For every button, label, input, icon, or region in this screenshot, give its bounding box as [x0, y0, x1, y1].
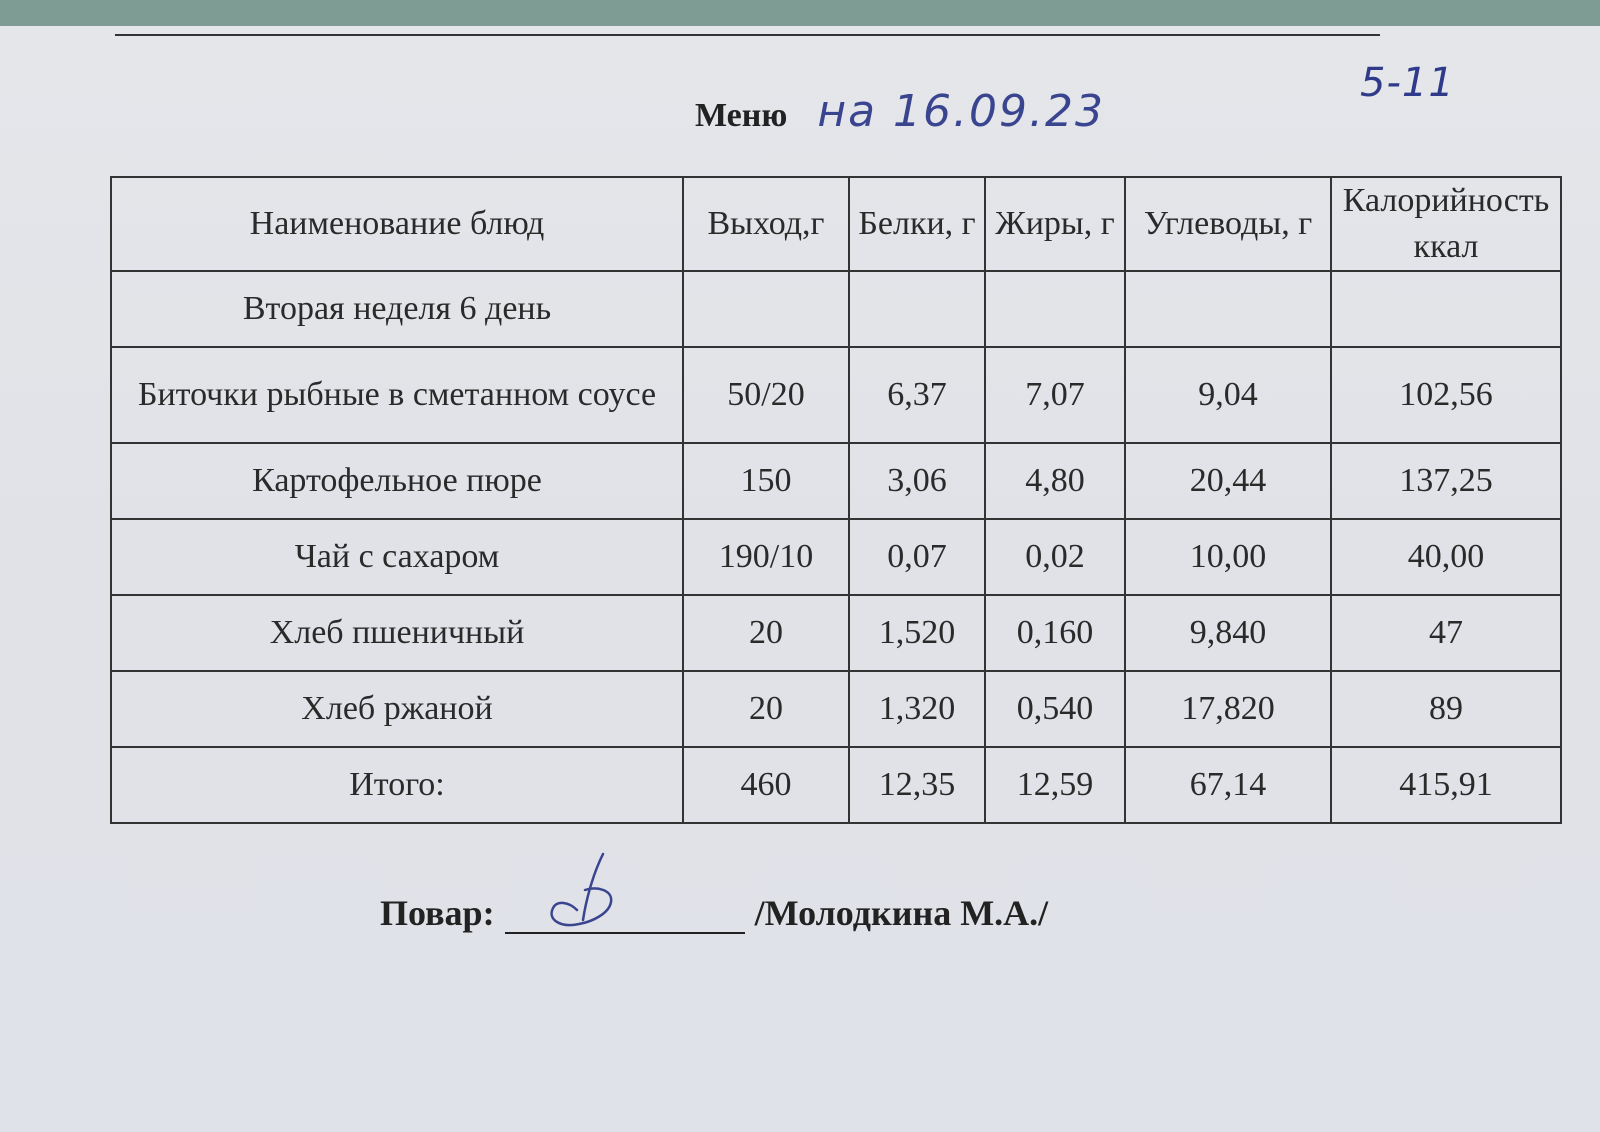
menu-table	[110, 176, 1562, 824]
dish-yield: 150	[683, 443, 849, 519]
empty-cell	[1125, 271, 1331, 347]
section-row	[111, 271, 1561, 347]
dish-protein: 3,06	[849, 443, 985, 519]
dish-yield: 20	[683, 671, 849, 747]
top-rule	[115, 34, 1380, 36]
dish-carbs: 9,04	[1125, 347, 1331, 443]
header-carbs: Углеводы, г	[1125, 177, 1331, 271]
total-carbs: 67,14	[1125, 747, 1331, 823]
total-fat: 12,59	[985, 747, 1125, 823]
dish-carbs: 9,840	[1125, 595, 1331, 671]
empty-cell	[985, 271, 1125, 347]
dish-name: Чай с сахаром	[111, 519, 683, 595]
handwritten-date: на 16.09.23	[817, 86, 1105, 137]
section-label: Вторая неделя 6 день	[111, 271, 683, 347]
dish-kcal: 137,25	[1331, 443, 1561, 519]
empty-cell	[849, 271, 985, 347]
total-protein: 12,35	[849, 747, 985, 823]
total-row	[111, 747, 1561, 823]
table-row	[111, 519, 1561, 595]
empty-cell	[683, 271, 849, 347]
dish-fat: 0,02	[985, 519, 1125, 595]
dish-protein: 6,37	[849, 347, 985, 443]
dish-yield: 50/20	[683, 347, 849, 443]
header-fat: Жиры, г	[985, 177, 1125, 271]
dish-fat: 7,07	[985, 347, 1125, 443]
dish-fat: 0,540	[985, 671, 1125, 747]
total-yield: 460	[683, 747, 849, 823]
total-kcal: 415,91	[1331, 747, 1561, 823]
total-label: Итого:	[111, 747, 683, 823]
dish-yield: 20	[683, 595, 849, 671]
header-row	[111, 177, 1561, 271]
title-row	[695, 86, 1105, 146]
dish-kcal: 40,00	[1331, 519, 1561, 595]
header-kcal: Калорийность ккал	[1331, 177, 1561, 271]
dish-fat: 0,160	[985, 595, 1125, 671]
dish-kcal: 102,56	[1331, 347, 1561, 443]
header-yield: Выход,г	[683, 177, 849, 271]
dish-name: Хлеб пшеничный	[111, 595, 683, 671]
dish-fat: 4,80	[985, 443, 1125, 519]
dish-name: Биточки рыбные в сметанном соусе	[111, 347, 683, 443]
menu-sheet	[0, 26, 1600, 1132]
page-number: 5-11	[1360, 60, 1455, 106]
table-row	[111, 347, 1561, 443]
signature-line	[505, 886, 745, 934]
table-row	[111, 595, 1561, 671]
dish-name: Хлеб ржаной	[111, 671, 683, 747]
empty-cell	[1331, 271, 1561, 347]
cook-name: /Молодкина М.А./	[754, 893, 1049, 933]
dish-name: Картофельное пюре	[111, 443, 683, 519]
dish-carbs: 20,44	[1125, 443, 1331, 519]
dish-yield: 190/10	[683, 519, 849, 595]
page-title: Меню	[695, 97, 788, 134]
dish-kcal: 89	[1331, 671, 1561, 747]
dish-protein: 1,520	[849, 595, 985, 671]
cook-signature-row	[380, 886, 1048, 934]
cook-label: Повар:	[380, 893, 495, 933]
dish-carbs: 17,820	[1125, 671, 1331, 747]
header-protein: Белки, г	[849, 177, 985, 271]
dish-carbs: 10,00	[1125, 519, 1331, 595]
table-row	[111, 443, 1561, 519]
handwritten-signature	[525, 850, 635, 934]
dish-protein: 1,320	[849, 671, 985, 747]
dish-protein: 0,07	[849, 519, 985, 595]
table-row	[111, 671, 1561, 747]
header-dish-name: Наименование блюд	[111, 177, 683, 271]
dish-kcal: 47	[1331, 595, 1561, 671]
